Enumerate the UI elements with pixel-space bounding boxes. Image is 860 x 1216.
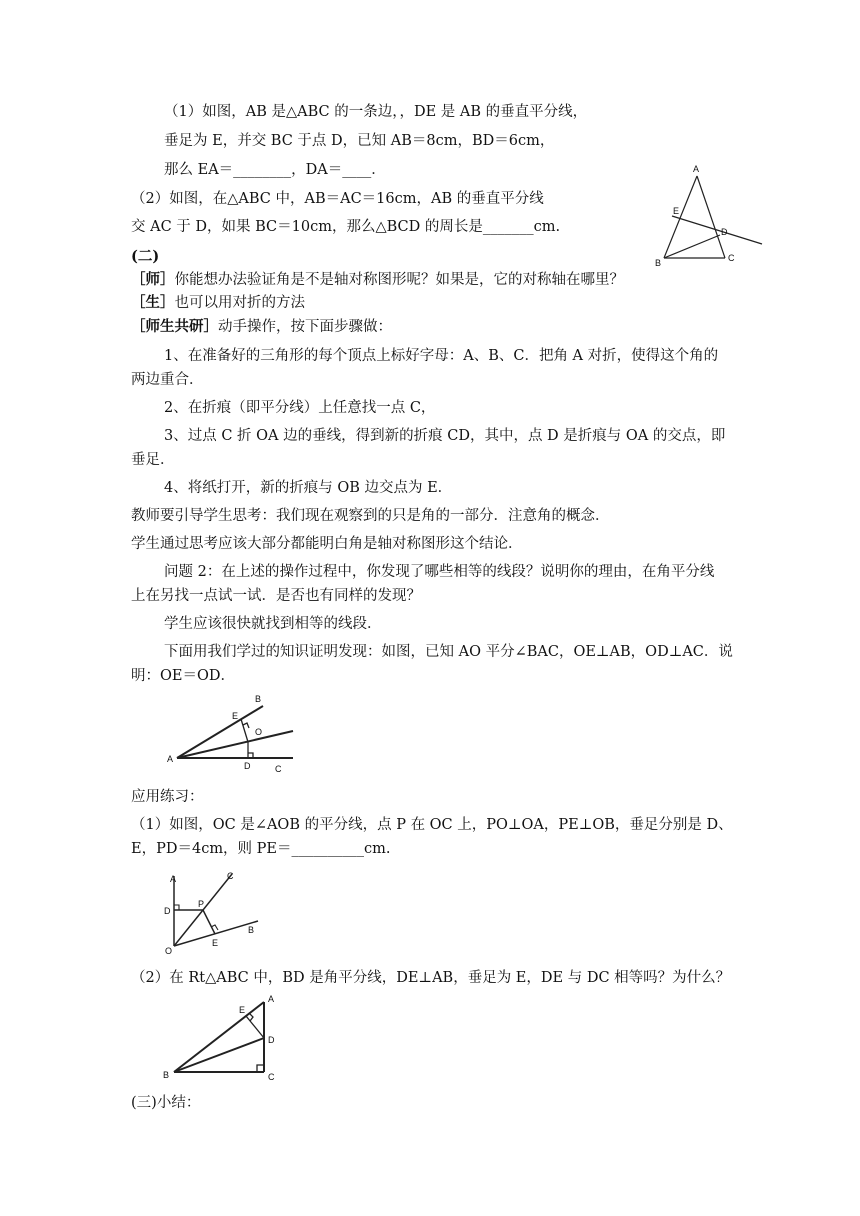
- figure-triangle-bisector: [650, 160, 770, 272]
- figure-angle-aob: [160, 866, 270, 956]
- section-2-title: (二): [131, 248, 160, 265]
- exercise-1-line-2: E，PD＝4cm，则 PE＝__________cm.: [131, 841, 391, 857]
- fig1-label-A: A: [693, 164, 700, 174]
- fig3-label-B: B: [248, 925, 255, 935]
- step-1-line-1: 1、在准备好的三角形的每个顶点上标好字母：A、B、C．把角 A 对折，使得这个角的: [164, 348, 719, 364]
- joint-line: [131, 317, 392, 337]
- fig2-label-D: D: [244, 761, 251, 771]
- teacher-text: 你能想办法验证角是不是轴对称图形呢？如果是，它的对称轴在哪里？: [174, 272, 624, 288]
- fig4-label-C: C: [268, 1072, 275, 1082]
- exercise-2: （2）在 Rt△ABC 中，BD 是角平分线，DE⊥AB，垂足为 E，DE 与 DC 相等吗？为什么？: [131, 970, 731, 986]
- proof-line-1: 下面用我们学过的知识证明发现：如图，已知 AO 平分∠BAC，OE⊥AB，OD⊥AC．说: [164, 644, 733, 660]
- q2-line-2: 交 AC 于 D，如果 BC＝10cm，那么△BCD 的周长是_______cm.: [131, 219, 561, 235]
- teacher-tag: ［师］: [131, 271, 175, 288]
- exercise-1-line-1: （1）如图，OC 是∠AOB 的平分线，点 P 在 OC 上，PO⊥OA，PE⊥OB，垂足分别是 D、: [131, 817, 733, 833]
- fig3-label-A: A: [170, 874, 177, 884]
- fig4-label-D: D: [268, 1035, 275, 1045]
- fig3-label-O: O: [165, 946, 173, 956]
- step-3-line-1: 3、过点 C 折 OA 边的垂线，得到新的折痕 CD，其中，点 D 是折痕与 OA 的交点，即: [164, 428, 726, 444]
- q1-line-1: （1）如图，AB 是△ABC 的一条边，，DE 是 AB 的垂直平分线，: [164, 104, 588, 120]
- find-line: 学生应该很快就找到相等的线段．: [164, 616, 382, 632]
- fig3-label-D: D: [164, 906, 171, 916]
- fig2-label-O: O: [255, 727, 263, 737]
- fig2-label-A: A: [167, 754, 174, 764]
- step-4: 4、将纸打开，新的折痕与 OB 边交点为 E．: [164, 480, 453, 496]
- figure-right-triangle: [160, 992, 285, 1082]
- step-3-line-2: 垂足．: [131, 452, 175, 468]
- figure-angle-bisector: [165, 690, 315, 780]
- fig2-label-C: C: [275, 764, 282, 774]
- apply-title: 应用练习：: [131, 789, 204, 805]
- step-2: 2、在折痕（即平分线）上任意找一点 C，: [164, 400, 436, 416]
- fig4-label-B: B: [163, 1070, 170, 1080]
- q1-line-3: 那么 EA＝________，DA＝____．: [164, 162, 386, 178]
- fig1-label-E: E: [673, 206, 680, 216]
- fig1-label-D: D: [721, 227, 728, 237]
- step-1-line-2: 两边重合．: [131, 372, 204, 388]
- fig4-label-A: A: [268, 994, 275, 1004]
- teacher-line: [131, 270, 624, 290]
- fig2-label-B: B: [255, 694, 262, 704]
- fig3-label-P: P: [198, 899, 205, 909]
- student-line: [131, 293, 305, 313]
- fig1-label-B: B: [655, 258, 662, 268]
- proof-line-2: 明：OE＝OD．: [131, 668, 235, 684]
- section-3-title: (三)小结：: [131, 1095, 201, 1111]
- joint-text: 动手操作，按下面步骤做：: [218, 319, 392, 335]
- fig2-label-E: E: [232, 711, 239, 721]
- problem-2-line-2: 上在另找一点试一试．是否也有同样的发现？: [131, 588, 421, 604]
- q1-line-2: 垂足为 E，并交 BC 于点 D，已知 AB＝8cm，BD＝6cm，: [164, 133, 555, 149]
- student-tag: ［生］: [131, 294, 175, 311]
- student-text: 也可以用对折的方法: [174, 295, 305, 311]
- fig3-label-E: E: [212, 938, 219, 948]
- problem-2-line-1: 问题 2：在上述的操作过程中，你发现了哪些相等的线段？说明你的理由，在角平分线: [164, 564, 715, 580]
- fig3-label-C: C: [227, 871, 234, 881]
- fig4-label-E: E: [239, 1005, 246, 1015]
- guide-1: 教师要引导学生思考：我们现在观察到的只是角的一部分．注意角的概念．: [131, 508, 610, 524]
- q2-line-1: （2）如图，在△ABC 中，AB＝AC＝16cm，AB 的垂直平分线: [131, 191, 544, 207]
- fig1-label-C: C: [728, 253, 735, 263]
- joint-tag: ［师生共研］: [131, 318, 218, 335]
- guide-2: 学生通过思考应该大部分都能明白角是轴对称图形这个结论．: [131, 536, 523, 552]
